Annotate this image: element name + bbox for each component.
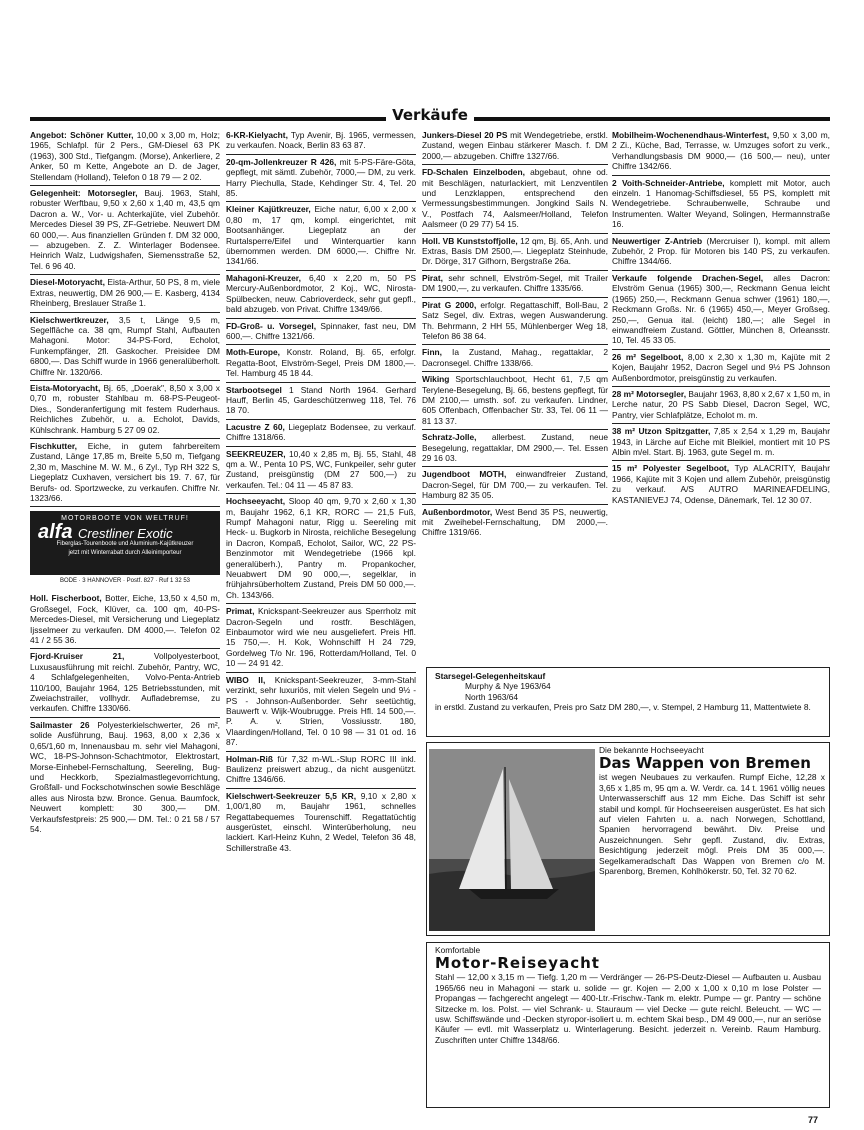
classified-ad [422, 467, 608, 504]
ad-body: mit 5-PS-Färe-Göta, gepflegt, mit sämtl. Zubehör, 7000,— DM, zu verk. Harry Piechulla, Stade, Kehdinger Str. 4, Tel. 20 85. [226, 156, 416, 199]
ad-body: Sloop 40 qm, 9,70 x 2,60 x 1,30 m, Baujahr 1962, 6,1 KR, RORC — 21,5 Fuß, Rumpf Mahagoni natur, Rigg u. Seereling mit Heck- u. Bugkorb in Nirosta, reichliche Besegelung in Dacron, Kompaß, Echolot, Sailor, WC, 22 PS-Benzinmotor mit Wendegetriebe (1966 kpl. generalüberh.), Pantry m. Propankocher, Neuabwert DM 90 000,—, segelklar, in frühjahrsüberholtem Zustand, Preis DM 50 000,—. Ch. 1343/66. [226, 496, 416, 600]
classified-ad [612, 176, 830, 234]
classified-ad [30, 718, 220, 837]
section-title: Verkäufe [386, 106, 474, 124]
ad-body: Baujahr 1963, 8,80 x 2,67 x 1,50 m, in Lerche natur, 20 PS Sabb Diesel, Dacron Segel, WC, Pantry, vier Schlafplätze, Echolot m. m. [612, 388, 830, 420]
classified-ad [226, 155, 416, 203]
ad-headline: Sailmaster 26 [30, 719, 90, 730]
wappen-ad [426, 742, 830, 936]
classified-ad [30, 275, 220, 312]
ad-headline: Fjord-Kruiser 21, [30, 651, 125, 662]
ad-body: Knickspant-Seekreuzer aus Sperrholz mit Dacron-Segeln und rostfr. Beschlägen, Einbaumotor wird wie neu ausgeliefert. Preis Hfl. 15 750,—. H. Kok, Wohnschiff H 24 729, Gordelweg T/o Nr. 196, Rotterdam/Holland, Tel. 0 10 — 24 91 42. [226, 606, 416, 669]
ad-body: für 7,32 m-WL.-Slup RORC III inkl. Baulizenz preiswert abzug., da nicht ausgenützt. Chiffre 1346/66. [226, 753, 416, 785]
ad-body: erfolgr. Regattaschiff, Boll-Bau, 2 Satz Segel, div. Extras, wegen Auswanderung. Th. Behrmann, 2 HH 55, Mühlenberger Weg 18, Telefon 86 38 64. [422, 299, 608, 341]
classified-ad [30, 439, 220, 507]
classified-ad [30, 128, 220, 186]
ad-headline: Kielschwertkreuzer, [30, 314, 109, 325]
banner-small-1: Fiberglas-Tourenboote und Aluminium-Kajütkreuzer [56, 541, 194, 548]
wappen-headline: Das Wappen von Bremen [599, 754, 811, 773]
ad-headline: Junkers-Diesel 20 PS [422, 130, 508, 140]
wappen-kicker: Die bekannte Hochseeyacht [599, 745, 704, 755]
classified-ad [612, 461, 830, 508]
ad-body: Bj. 65, „Doerak", 8,50 x 3,00 x 0,70 m, robuster Stahlbau m. 68-PS-Peugeot-Dies., Sonderanfertigung mit festem Ruderhaus. Reichliches Zubehör, u. a. Echolot, Davids, Kühlschrank. Hamburg 5 27 09 02. [30, 382, 220, 435]
ad-body: Typ Avenir, Bj. 1965, vermessen, zu verkaufen. Noack, Berlin 83 63 87. [226, 130, 416, 151]
classified-ad [422, 165, 608, 233]
classified-ad [30, 313, 220, 381]
ad-headline: 15 m² Polyester Segelboot, [612, 463, 730, 474]
ad-headline: 6-KR-Kielyacht, [226, 130, 288, 140]
classified-ad [226, 494, 416, 604]
ad-headline: Holl. Fischerboot, [30, 593, 102, 604]
ad-headline: WIBO II, [226, 674, 266, 685]
ad-headline: 38 m² Utzon Spitzgatter, [612, 426, 711, 437]
ad-body: (Mercruiser I), kompl. mit allem Zubehör, 2 Prop. für Motoren bis 140 PS, zu verkaufen. Chiffre 1344/66. [612, 235, 830, 267]
starsegel-line2: North 1963/64 [465, 691, 519, 702]
classified-ad [612, 234, 830, 271]
ad-body: Typ ALACRITY, Baujahr 1966, Kajüte mit 3 Kojen und allem Zubehör, preisgünstig zu verkauf. A/S AUTRO MARINEAFDELING, KASTANIEVEJ 74, Odense, Dänemark, Tel. 12 30 07. [612, 463, 830, 505]
ad-headline: SEEKREUZER, [226, 448, 286, 459]
ad-body: 3,5 t, Länge 9,5 m, Segelfläche ca. 38 qm, Rumpf Stahl, Aufbauten Mahagoni. Motor: 34-PS-Ford, Echolot, Funkempfänger, 2fl. Gaskocher. Preisidee DM 6800,—. Das Schiff wurde in 1966 generalüberholt. Chiffre Nr. 1320/66. [30, 314, 220, 377]
classified-ad [226, 752, 416, 789]
ad-body: komplett mit Motor, auch einzeln. 1 Hanomag-Schiffsdiesel, 55 PS, komplett mit Wendegetriebe. Schraubenwelle, Schraube und Instrumenten. Walter Weyand, Solingen, Hermannstraße 16. [612, 177, 830, 230]
ad-headline: Angebot: Schöner Kutter, [30, 130, 134, 140]
ad-body: 9,10 x 2,80 x 1,00/1,80 m, Baujahr 1961, schnelles Regattabequemes Tourenschiff. Regattatüchtig ausgerüstet, einschl. Winterüberholung, neu lackiert. Karl-Heinz Kuhn, 2 Wedel, Telefon 36 48, Schillerstraße 43. [226, 790, 416, 853]
reiseyacht-body: Stahl — 12,00 x 3,15 m — Tiefg. 1,20 m — Verdränger — 26-PS-Deutz-Diesel — Aufbauten u. Ausbau 1965/66 neu in Mahagoni — stark u. solide — gr. Kojen — 2,00 x 1,00 x 0,10 m lose Polster — Propangas — fachgerecht angelegt — 400-Ltr.-Frischw.-Tank m. elektr. Pumpe — gr. Pantry — schöne Sitzecke m. los. Polst. — viel Schrank- u. Stauraum — viel Decke — gute reichl. Beleucht. — WC — usw. Schiffswände und -Decken styropor-isoliert u. m. echtem Skai besp., DM 49 000,—, nur an seriöse Käufer — evtl. mit Wasserplatz u. Winterlagerung. Besicht. jederzeit n. Vereinb. Raum Hamburg. Zuschriften unter Chiffre 1348/66. [435, 972, 821, 1045]
ad-body: alles Dacron: Elvström Genua (1965) 300,—, Reckmann Genua leicht (1965) 250,—, Reckmann Genua schwer (1961) 180,—, Reckmann Großs. Nr. 6 (1965) 450,—, Meyer Großseg. 250,—, Genua ital. (leicht) 180,—; alle Segel in einwandfreiem Zustand. Göttler, München 8, Orleansstr. 10, Tel. 45 33 05. [612, 272, 830, 346]
ad-body: Eiche, in gutem fahrbereitem Zustand, Länge 17,85 m, Breite 5,50 m, Tiefgang 2,30 m, Maschine M. W. M., 6 Zyl., Typ RH 322 S, Liegeplatz Cuxhaven, versichert bis 19. 7. 67, für Berufs- od. Sportzwecke, zu verkaufen. Chiffre Nr. 1323/66. [30, 440, 220, 503]
column-3 [422, 128, 608, 541]
ad-headline: Neuwertiger Z-Antrieb [612, 235, 703, 246]
ad-headline: Außenbordmotor, [422, 506, 493, 517]
starsegel-line1: Murphy & Nye 1963/64 [465, 681, 551, 692]
classified-ad [226, 128, 416, 155]
reiseyacht-ad [426, 942, 830, 1108]
sailboat-photo [429, 749, 595, 931]
ad-body: Knickspant-Seekreuzer, 3-mm-Stahl verzinkt, sehr luxuriös, mit vielen Segeln und 9½ - PS - Johnson-Außenborder. Sehr seetüchtig, Bauwerft v. Wijk-Woubrugge. Preis Hfl. 14 500,—. P. A. v. Strien, Vossiusstr. 180, Vlaardingen/Holland, Tel. 0 10 98 — 31 01 od. 16 87. [226, 674, 416, 748]
reiseyacht-headline: Motor-Reiseyacht [435, 954, 600, 973]
ad-body: 1 Stand North 1964. Gerhard Hauff, Berlin 45, Gardeschützenweg 118, Tel. 76 18 70. [226, 384, 416, 416]
ad-body: Eista-Arthur, 50 PS, 8 m, viele Extras, neuwertig, DM 26 900,— E. Kasberg, 4134 Rheinberg, Breslauer Straße 1. [30, 277, 220, 309]
starsegel-body: in erstkl. Zustand zu verkaufen, Preis pro Satz DM 280,—, v. Stempel, 2 Hamburg 11, Mattentwiete 8. [435, 702, 811, 713]
ad-headline: Verkaufe folgende Drachen-Segel, [612, 272, 764, 283]
classified-ad [612, 128, 830, 176]
ad-headline: Jugendboot MOTH, [422, 469, 507, 480]
classified-ad [422, 345, 608, 372]
classified-ad [422, 430, 608, 467]
ad-headline: Pirat, [422, 272, 443, 283]
classified-ad [226, 673, 416, 752]
classified-ad [422, 234, 608, 271]
banner-small-2: jetzt mit Winterrabatt durch Alleinimporteur [68, 550, 182, 557]
classified-ad [422, 271, 608, 298]
starsegel-title: Starsegel-Gelegenheitskauf [435, 671, 546, 681]
ad-body: 6,40 x 2,20 m, 50 PS Mercury-Außenbordmotor, 2 Koj., WC, Nirosta-Spülbecken, neuw. Cabrioverdeck, sehr gut gepfl., bald abzugeb. von Privat. Chiffre 1349/66. [226, 272, 416, 315]
ad-body: mit Wendegetriebe, erstkl. Zustand, wegen Einbau stärkerer Masch. f. DM 2000,— abzugeben. Chiffre 1327/66. [422, 130, 608, 161]
ad-body: 10,40 x 2,85 m, Bj. 55, Stahl, 48 qm a. W., Penta 10 PS, WC, Funkpeiler, sehr guter Zustand, preisgünstig (DM 27 500,—) zu verkaufen. Tel.: 04 11 — 45 87 83. [226, 448, 416, 490]
classified-ad [30, 649, 220, 717]
reiseyacht-kicker: Komfortable [435, 945, 481, 955]
ad-body: Bauj. 1963, Stahl, robuster Werftbau, 9,50 x 2,60 x 1,40 m, 43,5 qm Dacron a. W., Vor- u. Achterkajüte, viel Zubehör. Mercedes Diesel 39 PS, ZF-Getriebe. Neuwert DM 60 000,—. Aus finanziellen Gründen f. DM 32 000,— abzugeben. Z. Z. Winterlager Bodensee. Heinrich Walz, Ludwigshafen, Siemensstraße 52, Tel. 6 96 40. [30, 188, 220, 271]
ad-body: 8,00 x 2,30 x 1,30 m, Kajüte mit 2 Kojen, Baujahr 1952, Dacron Segel und 9½ PS Johnson Außenbordmotor, preisgünstig zu verkaufen. [612, 351, 830, 383]
classified-ad [30, 381, 220, 439]
ad-body: Sportschlauchboot, Hecht 61, 7,5 qm Terylene-Besegelung, Bj. 66, bestens gepflegt, für DM 2100,— umsth. sof. zu verkaufen. Lindner, 605 Offenbach, Offenbacher Str. 33, Tel. 06 11 — 81 13 37. [422, 374, 608, 426]
ad-headline: Pirat G 2000, [422, 299, 477, 310]
ad-headline: Fischkutter, [30, 440, 78, 451]
ad-body: Vollpolyesterboot, Luxusausführung mit reichl. Zubehör, Pantry, WC, 4 Schlafgelegenheiten, Volvo-Penta-Antrieb 110/100, Baujahr 1964, 125 Betriebsstunden, mit Zweiachstrailer, vollhydr. Aufladebremse, zu verkaufen. Chiffre 1330/66. [30, 651, 220, 714]
ad-headline: Mobilheim-Wochenendhaus-Winterfest, [612, 130, 770, 140]
ad-body: Ia Zustand, Mahag., regattaklar, 2 Dacronsegel. Chiffre 1338/66. [422, 347, 608, 368]
ad-body: Polyesterkielschwerter, 26 m², solide Ausführung, Bauj. 1963, 8,00 x 2,36 x 0,65/1,60 m, Innenausbau m. sehr viel Mahagoni, WC, 18-PS-Johnson-Schachtmotor, Elektrostart, Morse-Einhebel-Fernschaltung, Seereling, Bug- und Heckkorb, Spezialmastlegevorrichtung, Großfall- und Fockschotwinschen sowie Beschläge alles aus Nirosta bzw. Bronce. Genua. Baumfock, Neuwert komplett: 30 300,— DM. Verkaufsfestpreis: 25 900,— DM. Tel.: 0 21 58 / 57 54. [30, 719, 220, 834]
column-1 [30, 128, 220, 837]
ad-body: abgebaut, ohne od. mit Beschlägen, naturlackiert, mit Lenzventilen und Lenzklappen, entsprechend den Vermessungsbestimmungen. Jongkind Sails N. V., Postfach 74, Aalsmeer/Holland, Telefon Aalsmeer (0 29 77) 54 15. [422, 167, 608, 230]
ad-headline: Lacustre Z 60, [226, 421, 285, 432]
column-2 [226, 128, 416, 856]
banner-brand: alfa [38, 520, 73, 543]
banner-product: Crestliner Exotic [78, 525, 173, 541]
ad-body: Spinnaker, fast neu, DM 600,—. Chiffre 1321/66. [226, 320, 416, 341]
ad-headline: Eista-Motoryacht, [30, 382, 101, 393]
classified-ad [226, 789, 416, 856]
classified-ad [422, 505, 608, 541]
classified-ad [226, 383, 416, 420]
ad-headline: Moth-Europe, [226, 347, 280, 358]
classified-ad [226, 447, 416, 495]
ad-body: einwandfreier Zustand, Dacron-Segel, für DM 700,— zu verkaufen. Tel. Hamburg 82 35 05. [422, 469, 608, 501]
classified-ad [226, 202, 416, 270]
ad-headline: FD-Groß- u. Vorsegel, [226, 320, 317, 331]
ad-body: 9,50 x 3,00 m, 2 Zi., Küche, Bad, Terrasse, w. Umzuges sofort zu verk., Verhandlungsbasis DM 9000,— (16 500,— neu), unter Chiffre 1342/66. [612, 130, 830, 172]
classified-ad [226, 604, 416, 672]
classified-ad [30, 591, 220, 649]
classified-ad [30, 186, 220, 275]
classified-ad [226, 420, 416, 447]
ad-headline: 26 m² Segelboot, [612, 351, 684, 362]
classified-ad [612, 350, 830, 387]
ad-body: Liegeplatz Bodensee, zu verkauf. Chiffre 1318/66. [226, 421, 416, 443]
ad-body: 7,85 x 2,54 x 1,29 m, Baujahr 1943, in Lärche auf Eiche mit Bleikiel, montiert mit 10 PS Albin m/el. Start. Bj. 1963, gute Segel m. m. [612, 426, 830, 457]
ad-body: Konstr. Roland, Bj. 65, erfolgr. Regatta-Boot, Elvström-Segel, Preis DM 1800,—. Tel. Hamburg 45 18 44. [226, 347, 416, 379]
ad-headline: Schratz-Jolle, [422, 432, 477, 443]
classified-ad [422, 128, 608, 165]
ad-headline: 28 m² Motorsegler, [612, 388, 687, 399]
ad-headline: Holl. VB Kunststoffjolle, [422, 235, 518, 246]
ad-body: West Bend 35 PS, neuwertig, mit Zweihebel-Fernschaltung, DM 2000,—. Chiffre 1319/66. [422, 506, 608, 538]
banner-top: MOTORBOOTE VON WELTRUF! [61, 515, 189, 523]
ad-headline: Hochseeyacht, [226, 496, 286, 507]
ad-headline: Primat, [226, 606, 255, 617]
ad-headline: Diesel-Motoryacht, [30, 277, 105, 288]
ad-body: 10,00 x 3,00 m, Holz; 1965, Schlafpl. für 2 Pers., GM-Diesel 63 PK (1963), 300 Std., Tiefgangm. (Morse), Ankerliere, 2 Anker, 50 m Kette, Angebote an D. de Jager, Stellendam (Holland), Telefon 0 18 79 — 2 02. [30, 130, 220, 182]
ad-body: allerbest. Zustand, neue Besegelung, regattaklar, DM 2900,—. Tel. Essen 29 16 03. [422, 432, 608, 463]
ad-headline: Gelegenheit: Motorsegler, [30, 188, 138, 199]
column-4 [612, 128, 830, 508]
ad-headline: Starbootsegel [226, 384, 282, 395]
ad-headline: 20-qm-Jollenkreuzer R 426, [226, 156, 337, 167]
ad-headline: Wiking [422, 374, 450, 385]
classified-ad [226, 345, 416, 382]
ad-headline: Mahagoni-Kreuzer, [226, 272, 301, 283]
ad-headline: Kielschwert-Seekreuzer 5,5 KR, [226, 790, 357, 801]
banner-bottom: BODE · 3 HANNOVER · Postf. 827 · Ruf 1 32 53 [30, 575, 220, 587]
alfa-crestliner-banner-ad [30, 511, 220, 587]
ad-headline: FD-Schalen Einzelboden, [422, 167, 525, 178]
classified-ad [612, 271, 830, 350]
starsegel-ad [426, 667, 830, 737]
section-header [30, 106, 830, 128]
classified-ad [612, 424, 830, 461]
wappen-body: ist wegen Neubaues zu verkaufen. Rumpf Eiche, 12,28 x 3,65 x 1,85 m, 95 qm a. W. Verdr. ca. 14 t. 1961 völlig neues Unterwasserschiff aus 12 mm Eiche. Das Schiff ist sehr stabil und kompl. für Hochseereisen ausgerüstet. Es hat sich auf vielen Fahrten u. a. nach Norwegen, Schottland, Spanien hervorragend bewährt. Div. Preise und Auszeichnungen. Sehr gepfl. Zustand, div. Extras, Besichtigung jederzeit mögl. Preis DM 35 000,—. Segelkameradschaft Das Wappen von Bremen c/o M. Sparenborg, Bremen, Kohlhökerstr. 50, Tel. 32 70 62. [599, 772, 825, 877]
classified-ad [422, 298, 608, 346]
classified-ad [612, 387, 830, 424]
ad-body: Botter, Eiche, 13,50 x 4,50 m, Großsegel, Fock, Klüver, ca. 100 qm, 40-PS-Mercedes-Diesel, mit Versicherung und Liegeplatz Ijsselmeer zu verkaufen. DM 4000,—. Telefon 02 41 / 2 55 36. [30, 593, 220, 646]
ad-headline: Finn, [422, 347, 443, 358]
ad-headline: Holman-Riß [226, 753, 273, 764]
ad-headline: Kleiner Kajütkreuzer, [226, 204, 311, 215]
ad-body: Eiche natur, 6,00 x 2,00 x 0,80 m, 17 qm, kompl. eingerichtet, mit Bootsanhänger. Liegeplatz an der Rurtalsperre/Eifel und Winterquartier kann übernommen werden. DM 6000,—. Chiffre Nr. 1341/66. [226, 204, 416, 267]
ad-headline: 2 Voith-Schneider-Antriebe, [612, 177, 725, 188]
ad-body: sehr schnell, Elvström-Segel, mit Trailer DM 1900,—, zu verkaufen. Chiffre 1335/66. [422, 272, 608, 294]
page-number: 77 [808, 1115, 819, 1125]
classified-ad [226, 319, 416, 346]
classified-ad [422, 372, 608, 430]
classified-ad [226, 271, 416, 319]
ad-body: 12 qm, Bj. 65, Anh. und Extras, Basis DM 2500,—. Liegeplatz Steinhude, Dr. Dörge, 317 Gifhorn, Bergstraße 26a. [422, 235, 608, 267]
